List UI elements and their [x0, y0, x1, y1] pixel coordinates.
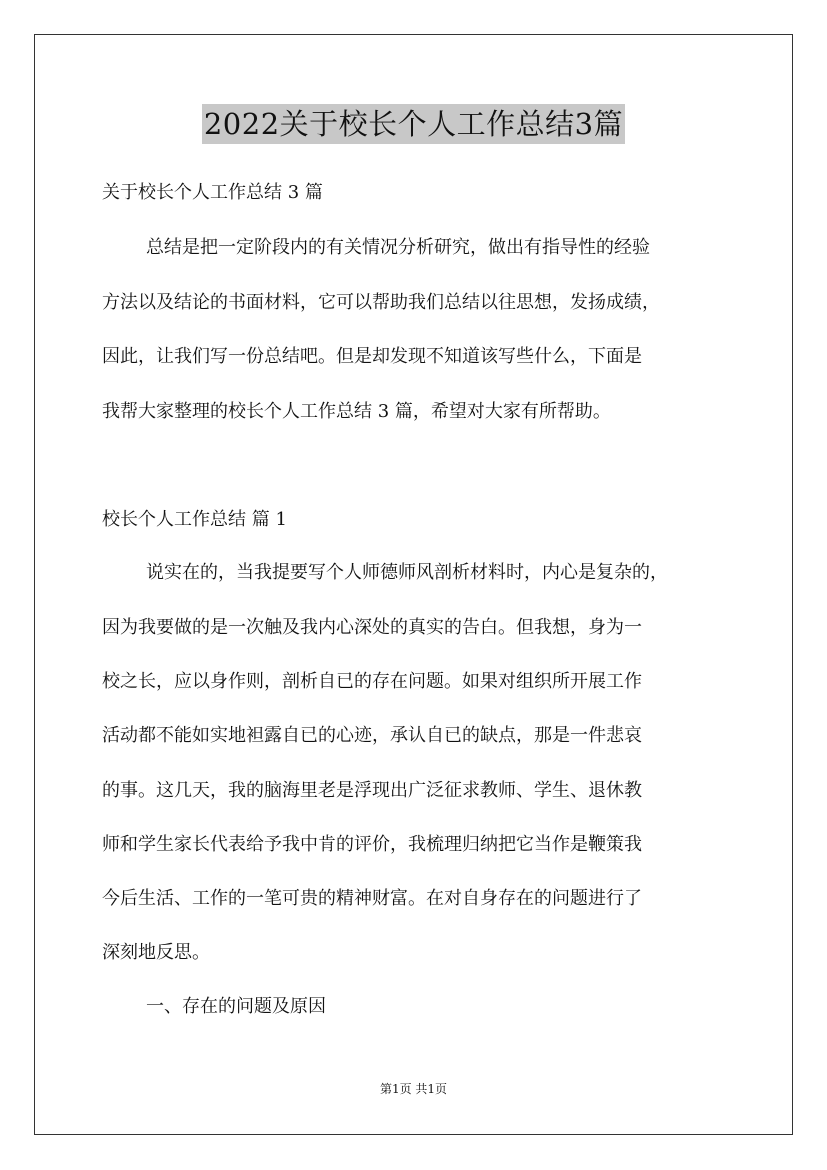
page-footer: 第1页 共1页 — [379, 1082, 448, 1096]
body-line-5: 的事。这几天，我的脑海里老是浮现出广泛征求教师、学生、退休教 — [102, 780, 642, 801]
intro-line-1: 总结是把一定阶段内的有关情况分析研究，做出有指导性的经验 — [146, 237, 650, 258]
document-title-text: 2022关于校长个人工作总结3篇 — [202, 104, 625, 144]
body-line-6: 师和学生家长代表给予我中肯的评价，我梳理归纳把它当作是鞭策我 — [102, 834, 642, 855]
body-line-7: 今后生活、工作的一笔可贵的精神财富。在对自身存在的问题进行了 — [102, 888, 642, 909]
body-line-4: 活动都不能如实地袒露自已的心迹，承认自已的缺点，那是一件悲哀 — [102, 725, 642, 746]
body-line-3: 校之长，应以身作则，剖析自已的存在问题。如果对组织所开展工作 — [102, 671, 642, 692]
subheading-problems: 一、存在的问题及原因 — [146, 996, 326, 1017]
document-subtitle: 关于校长个人工作总结 3 篇 — [102, 182, 323, 203]
body-line-2: 因为我要做的是一次触及我内心深处的真实的告白。但我想，身为一 — [102, 617, 642, 638]
section-heading: 校长个人工作总结 篇 1 — [102, 509, 287, 530]
intro-line-3: 因此，让我们写一份总结吧。但是却发现不知道该写些什么，下面是 — [102, 346, 642, 367]
intro-line-4: 我帮大家整理的校长个人工作总结 3 篇，希望对大家有所帮助。 — [102, 401, 611, 422]
body-line-1: 说实在的，当我提要写个人师德师风剖析材料时，内心是复杂的， — [146, 562, 668, 583]
document-title — [0, 103, 827, 144]
intro-line-2: 方法以及结论的书面材料，它可以帮助我们总结以往思想，发扬成绩， — [102, 292, 660, 313]
body-line-8: 深刻地反思。 — [102, 942, 210, 963]
